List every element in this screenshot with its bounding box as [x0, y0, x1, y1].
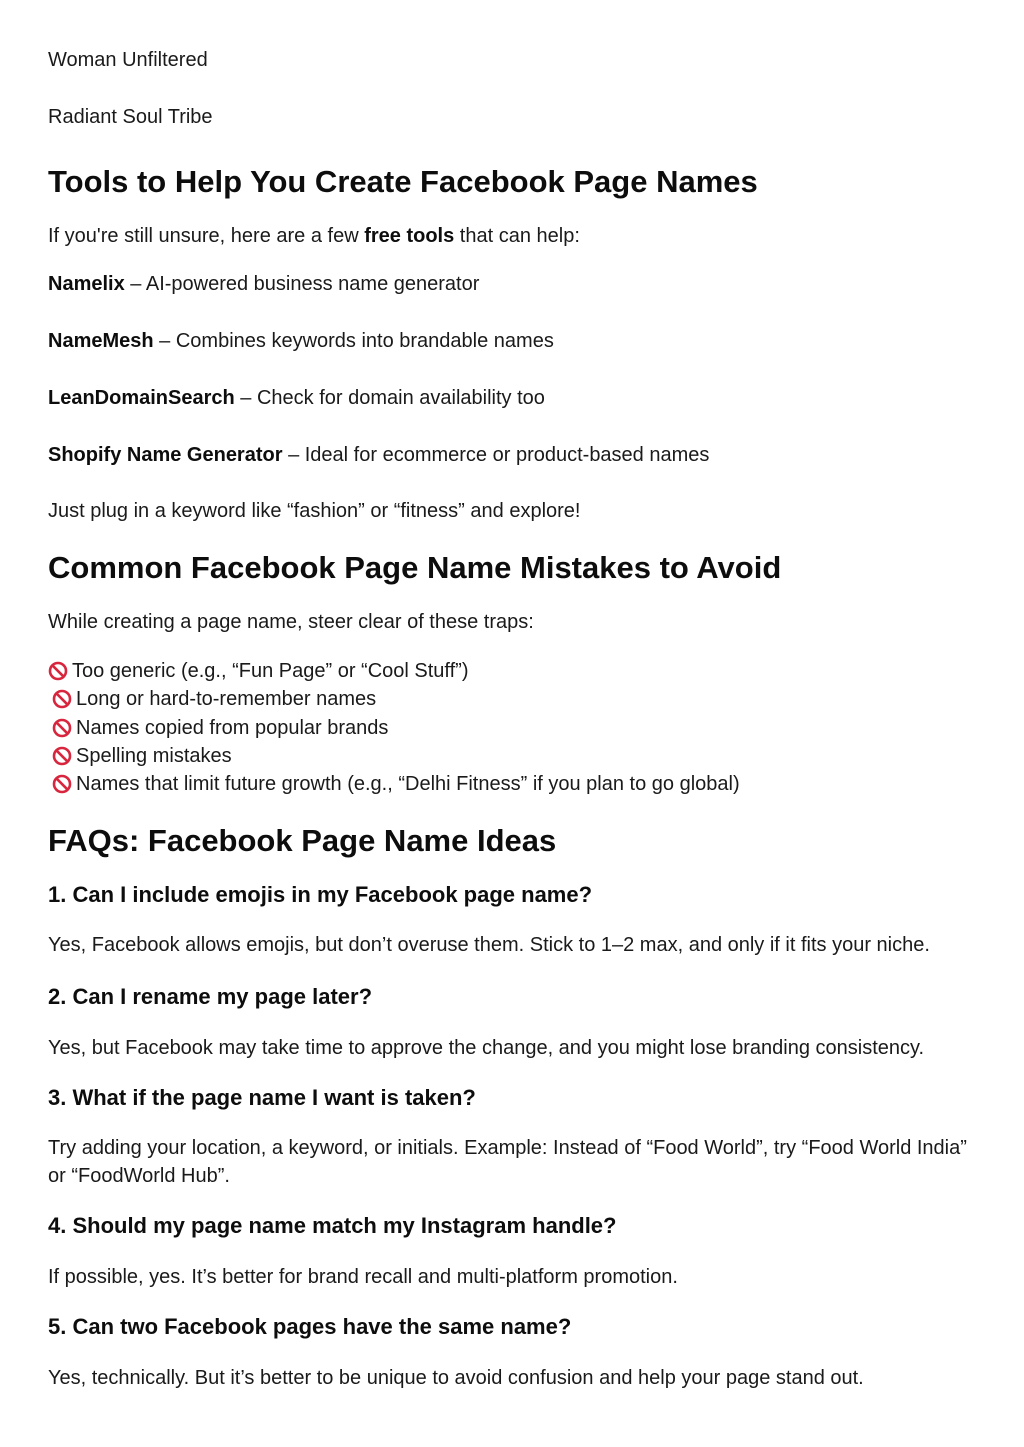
mistake-item [48, 657, 468, 685]
tool-name: Shopify Name Generator [48, 444, 283, 466]
faq-answer: Yes, technically. But it’s better to be unique to avoid confusion and help your page stand out. [48, 1367, 864, 1389]
tool-desc: – Ideal for ecommerce or product-based names [282, 444, 710, 466]
no-entry-icon [52, 774, 72, 794]
tool-desc: – Check for domain availability too [234, 387, 545, 409]
tool-item [48, 384, 545, 412]
faq-question: 4. Should my page name match my Instagram handle? [48, 1213, 617, 1238]
mistake-text: Long or hard-to-remember names [76, 688, 377, 710]
no-entry-icon [52, 746, 72, 766]
mistake-text: Too generic (e.g., “Fun Page” or “Cool Stuff”) [72, 660, 469, 682]
tool-item [48, 270, 479, 298]
faq-answer: Yes, but Facebook may take time to approve the change, and you might lose branding consistency. [48, 1037, 925, 1059]
tool-item [48, 327, 554, 355]
tool-item [48, 441, 709, 469]
faq-heading: FAQs: Facebook Page Name Ideas [48, 823, 557, 858]
mistakes-heading: Common Facebook Page Name Mistakes to Avoid [48, 550, 782, 585]
faq-answer: Try adding your location, a keyword, or initials. Example: Instead of “Food World”, try “Food World India” or “FoodWorld Hub”. [48, 1137, 967, 1187]
mistake-text: Spelling mistakes [76, 745, 232, 767]
tools-intro-text-before: If you're still unsure, here are a few [48, 225, 365, 247]
faq-question: 5. Can two Facebook pages have the same name? [48, 1314, 572, 1339]
tool-name: LeanDomainSearch [48, 387, 235, 409]
mistake-item [52, 685, 376, 713]
tools-outro: Just plug in a keyword like “fashion” or “fitness” and explore! [48, 500, 581, 522]
mistake-item [52, 770, 740, 798]
tools-intro [48, 222, 580, 250]
mistake-item [52, 742, 232, 770]
faq-answer: Yes, Facebook allows emojis, but don’t overuse them. Stick to 1–2 max, and only if it fits your niche. [48, 934, 930, 956]
tools-heading: Tools to Help You Create Facebook Page Names [48, 164, 758, 199]
intro-line-radiant-soul-tribe: Radiant Soul Tribe [48, 106, 213, 128]
tool-name: NameMesh [48, 330, 154, 352]
faq-question: 1. Can I include emojis in my Facebook page name? [48, 882, 593, 907]
tools-intro-bold: free tools [364, 225, 455, 247]
faq-question: 3. What if the page name I want is taken? [48, 1085, 476, 1110]
tool-desc: – AI-powered business name generator [124, 273, 480, 295]
mistake-text: Names copied from popular brands [76, 717, 389, 739]
tool-name: Namelix [48, 273, 125, 295]
faq-answer: If possible, yes. It’s better for brand recall and multi-platform promotion. [48, 1266, 678, 1288]
faq-question: 2. Can I rename my page later? [48, 984, 373, 1009]
mistake-item [52, 714, 388, 742]
no-entry-icon [48, 661, 68, 681]
no-entry-icon [52, 689, 72, 709]
mistake-text: Names that limit future growth (e.g., “Delhi Fitness” if you plan to go global) [76, 773, 740, 795]
no-entry-icon [52, 718, 72, 738]
tool-desc: – Combines keywords into brandable names [153, 330, 554, 352]
tools-intro-text-after: that can help: [454, 225, 580, 247]
intro-line-woman-unfiltered: Woman Unfiltered [48, 49, 208, 71]
mistakes-intro: While creating a page name, steer clear of these traps: [48, 611, 534, 633]
